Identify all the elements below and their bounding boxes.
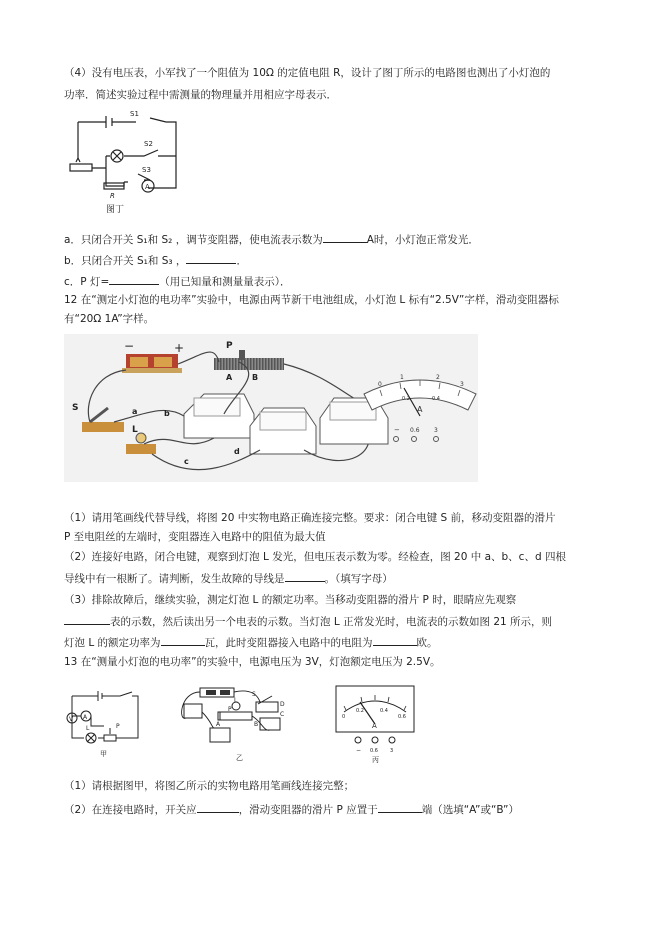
wire-c: c bbox=[184, 457, 189, 466]
q12-p2-suffix: 。（填写字母） bbox=[324, 573, 393, 585]
q13-p2-suffix: 端（选填“A”或“B”） bbox=[421, 804, 519, 816]
step-a-suffix: A时，小灯泡正常发光． bbox=[366, 234, 479, 246]
answer-blank[interactable] bbox=[64, 613, 110, 625]
jia-a: A bbox=[83, 714, 88, 721]
q12-p3-line2 bbox=[64, 613, 552, 629]
bing-term-06: 0.6 bbox=[370, 748, 378, 754]
step-c-suffix: （用已知量和测量量表示）． bbox=[159, 276, 291, 288]
step-b bbox=[64, 252, 247, 268]
answer-blank[interactable] bbox=[373, 634, 417, 646]
q12-p2-text: 导线中有一根断了。请判断，发生故障的导线是 bbox=[64, 573, 285, 585]
jia-P: P bbox=[116, 723, 120, 730]
s1-label: S1 bbox=[130, 110, 139, 118]
q12-p1-line1: （1）请用笔画线代替导线，将图 20 中实物电路正确连接完整。要求：闭合电键 S 前，移动变阻器的滑片 bbox=[64, 512, 556, 524]
step-c-text: c．P 灯= bbox=[64, 276, 110, 288]
dial-tick-0: 0 bbox=[378, 381, 382, 388]
q12-p3-line3-mid: 瓦，此时变阻器接入电路中的电阻为 bbox=[204, 637, 373, 649]
step-c bbox=[64, 273, 291, 289]
answer-blank[interactable] bbox=[186, 252, 236, 264]
wire-d: d bbox=[234, 447, 240, 456]
figure-21-ammeter-dial bbox=[360, 366, 480, 450]
yi-P: P bbox=[228, 706, 232, 713]
answer-blank[interactable] bbox=[197, 801, 239, 813]
step-b-text: b．只闭合开关 S₁和 S₃ ， bbox=[64, 255, 187, 267]
terminal-minus: − bbox=[394, 426, 400, 434]
ammeter-label: A bbox=[145, 183, 150, 191]
bing-tick-0: 0 bbox=[342, 714, 346, 720]
bing-term-minus: − bbox=[356, 747, 362, 754]
figure-caption: 图丁 bbox=[106, 205, 125, 215]
step-a bbox=[64, 231, 479, 247]
yi-L: L bbox=[234, 697, 238, 704]
q13-p2 bbox=[64, 801, 519, 817]
figure-jia-circuit bbox=[64, 682, 144, 760]
bing-tick-04: 0.4 bbox=[380, 708, 388, 714]
answer-blank[interactable] bbox=[378, 801, 422, 813]
q12-p3-line3-text: 灯泡 L 的额定功率为 bbox=[64, 637, 161, 649]
bing-unit: A bbox=[372, 722, 377, 730]
jia-v: V bbox=[69, 716, 74, 723]
q12-p1-line2: P 至电阻丝的左端时，变阻器连入电路中的阻值为最大值 bbox=[64, 531, 326, 543]
jia-L: L bbox=[86, 725, 90, 732]
terminal-06: 0.6 bbox=[410, 427, 420, 434]
dial-tick-04: 0.4 bbox=[432, 396, 440, 402]
dial-tick-3: 3 bbox=[460, 381, 464, 388]
bing-term-3: 3 bbox=[390, 748, 394, 754]
q12-p2-line1: （2）连接好电路，闭合电键，观察到灯泡 L 发光，但电压表示数为零。经检查，图 20 中 a、b、c、d 四根 bbox=[64, 551, 566, 563]
q13-p1: （1）请根据图甲，将图乙所示的实物电路用笔画线连接完整； bbox=[64, 780, 355, 792]
bing-caption: 丙 bbox=[372, 756, 379, 764]
step-b-suffix: ． bbox=[236, 255, 247, 267]
q13-intro: 13 在“测量小灯泡的电功率”的实验中，电源电压为 3V，灯泡额定电压为 2.5V。 bbox=[64, 656, 441, 668]
yi-A: A bbox=[216, 721, 221, 728]
q12-intro1: 12 在“测定小灯泡的电功率”实验中，电源由两节新干电池组成，小灯泡 L 标有“2.5V”字样，滑动变阻器标 bbox=[64, 294, 559, 306]
q13-p2-mid: ，滑动变阻器的滑片 P 应置于 bbox=[238, 804, 378, 816]
yi-B: B bbox=[254, 721, 259, 728]
rheostat-p: P bbox=[226, 341, 233, 351]
r-label: R bbox=[110, 192, 115, 200]
yi-C: C bbox=[280, 711, 285, 718]
s3-label: S3 bbox=[142, 166, 151, 174]
dial-tick-2: 2 bbox=[436, 374, 440, 381]
dial-tick-1: 1 bbox=[400, 374, 404, 381]
figure-bing-ammeter bbox=[330, 682, 420, 764]
answer-blank[interactable] bbox=[323, 231, 367, 243]
figure-yi-physical bbox=[172, 682, 292, 764]
figure-ding-circuit bbox=[66, 108, 186, 218]
lamp-L: L bbox=[132, 425, 138, 435]
q4-line1: （4）没有电压表，小军找了一个阻值为 10Ω 的定值电阻 R，设计了图丁所示的电路图也测出了小灯泡的 bbox=[64, 67, 551, 79]
wire-b: b bbox=[164, 409, 170, 418]
bing-tick-02: 0.2 bbox=[356, 708, 364, 714]
switch-s: S bbox=[72, 403, 79, 413]
battery-minus: − bbox=[124, 339, 135, 353]
yi-S: S bbox=[252, 691, 256, 698]
q13-p2-text: （2）在连接电路时，开关应 bbox=[64, 804, 197, 816]
q12-p3-line1: （3）排除故障后，继续实验，测定灯泡 L 的额定功率。当移动变阻器的滑片 P 时，眼睛应先观察 bbox=[64, 594, 517, 606]
yi-D: D bbox=[280, 701, 285, 708]
battery-plus: + bbox=[174, 341, 185, 355]
dial-tick-02: 0.2 bbox=[402, 396, 410, 402]
rheostat-a: A bbox=[226, 373, 233, 382]
q4-line2: 功率．简述实验过程中需测量的物理量并用相应字母表示． bbox=[64, 89, 337, 101]
q12-p3-line2-text: 表的示数，然后读出另一个电表的示数。当灯泡 L 正常发光时，电流表的示数如图 21 所示，则 bbox=[110, 616, 553, 628]
wire-a: a bbox=[132, 407, 138, 416]
answer-blank[interactable] bbox=[109, 273, 159, 285]
q12-intro2: 有“20Ω 1A”字样。 bbox=[64, 313, 155, 325]
q12-p3-line3 bbox=[64, 634, 438, 650]
dial-unit: A bbox=[417, 405, 423, 414]
answer-blank[interactable] bbox=[285, 570, 325, 582]
step-a-text: a．只闭合开关 S₁和 S₂ ，调节变阻器，使电流表示数为 bbox=[64, 234, 323, 246]
yi-caption: 乙 bbox=[236, 754, 243, 762]
rheostat-b: B bbox=[252, 373, 259, 382]
bing-tick-06: 0.6 bbox=[398, 714, 406, 720]
q12-p3-line3-suffix: 欧。 bbox=[416, 637, 438, 649]
q12-p2-line2 bbox=[64, 570, 393, 586]
terminal-3: 3 bbox=[434, 427, 438, 434]
answer-blank[interactable] bbox=[161, 634, 205, 646]
jia-caption: 甲 bbox=[100, 750, 107, 758]
s2-label: S2 bbox=[144, 140, 153, 148]
